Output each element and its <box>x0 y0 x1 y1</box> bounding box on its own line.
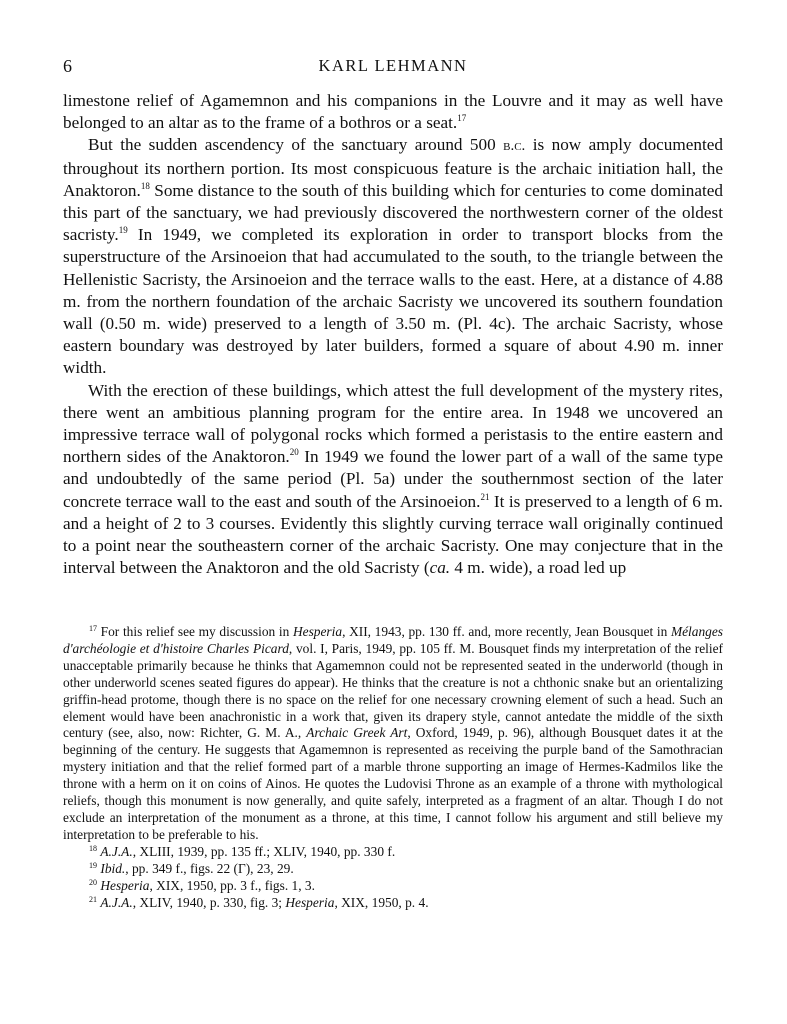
text-run: , XIX, 1950, p. 4. <box>334 894 429 910</box>
era-abbreviation: b.c. <box>503 138 526 155</box>
text-run: , pp. 349 f., figs. 22 (Γ), 23, 29. <box>125 860 294 876</box>
italic-title: Hesperia <box>292 624 343 639</box>
main-text <box>63 90 723 579</box>
footnote-number: 21 <box>89 894 97 904</box>
italic-title: Hesperia <box>285 894 335 910</box>
text-run: In 1949 we found the lower part of a wall of the same type and undoubtedly of the same period (Pl. 5a) under the southernmost section of the later concrete terrace wall to the east and south of the Arsinoeion. <box>63 447 723 511</box>
text-run: 4 m. wide), a road led up <box>450 558 627 578</box>
footnote-number: 17 <box>89 624 97 633</box>
italic-title: Hesperia <box>100 877 150 893</box>
paragraph-2 <box>63 134 723 379</box>
text-run: , vol. I, Paris, 1949, pp. 105 ff. M. Bousquet finds my interpretation of the relief unacceptable primarily because he thinks that Agamemnon could not be represented seated in the underworld (though in other underworld scenes seated figures do appear). He thinks that the creature is not a chthonic snake but an orientalizing griffin-head protome, though there is no space on the relief for one necessary crowning element of such a head. Such an element would have been anachronistic in a work that, given its drapery style, cannot antedate the middle of the sixth century (see, also, now: Richter, G. M. A., <box>63 640 723 741</box>
footnote-number: 20 <box>89 877 97 887</box>
footnote-19 <box>63 861 723 878</box>
text-run: , XIX, 1950, pp. 3 f., figs. 1, 3. <box>149 877 315 893</box>
text-run: Some distance to the south of this building which for centuries to come dominated this part of the sanctuary, we had previously discovered the northwestern corner of the oldest sacristy. <box>63 180 723 245</box>
text-run: , XLIII, 1939, pp. 135 ff.; XLIV, 1940, pp. 330 f. <box>132 843 396 859</box>
italic-title: Mélanges d'archéologie et d'histoire Charles Picard <box>63 624 723 656</box>
paragraph-3 <box>63 380 723 580</box>
italic-title: Archaic Greek Art <box>306 725 408 741</box>
text-run: For this relief see my discussion in <box>97 624 293 639</box>
text-run: But the sudden ascendency of the sanctuary around 500 <box>88 135 504 155</box>
text-run: It is preserved to a length of 6 m. and a height of 2 to 3 courses. Evidently this slightly curving terrace wall originally continued to a point near the southeastern corner of the archaic Sacristy. One may conjecture that in the interval between the Anaktoron and the old Sacristy ( <box>63 491 723 578</box>
text-run: , Oxford, 1949, p. 96), although Bousquet dates it at the beginning of the century. He suggests that Agamemnon is represented as receiving the purple band of the Samothracian mystery initiation and that the relief formed part of a marble throne supporting an image of Hermes-Kadmilos like the throne with a herm on it on coins of Ainos. He quotes the Ludovisi Throne as an example of a throne with mythological reliefs, though this monument is now generally, and quite safely, interpreted as a fragment of an altar. Though I do not exclude an interpretation of the monument as a throne, at this time, I cannot follow his argument and still believe my interpretation to be preferable to his. <box>63 725 723 842</box>
footnote-ref-18[interactable]: 18 <box>140 180 150 191</box>
italic-title: A.J.A. <box>100 894 133 910</box>
footnote-21 <box>63 895 723 912</box>
footnote-number: 19 <box>89 860 97 870</box>
text-run: In 1949, we completed its exploration in order to transport blocks from the superstructure of the Arsinoeion that had accumulated to the south, to the triangle between the Hellenistic Sacristy, the Arsinoeion and the terrace walls to the east. Here, at a distance of 4.88 m. from the northern foundation of the archaic Sacristy we uncovered its southern foundation wall (0.50 m. wide) preserved to a length of 3.50 m. (Pl. 4c). The archaic Sacristy, whose eastern boundary was destroyed by later builders, formed a square of about 4.90 m. inner width. <box>63 225 723 378</box>
footnote-ref-17[interactable]: 17 <box>457 113 467 124</box>
page-header <box>63 56 723 78</box>
text-run: With the erection of these buildings, which attest the full development of the mystery rites, there went an ambitious planning program for the entire area. In 1948 we uncovered an impressive terrace wall of polygonal rocks which formed a peristasis to the entire eastern and northern sides of the Anaktoron. <box>63 380 723 467</box>
text-run: is now amply documented throughout its northern portion. Its most conspicuous feature is the archaic initiation hall, the Anaktoron. <box>63 135 723 200</box>
paragraph-1 <box>63 90 723 134</box>
footnote-18 <box>63 844 723 861</box>
footnote-ref-20[interactable]: 20 <box>289 447 299 458</box>
italic-title: A.J.A. <box>100 843 133 859</box>
footnote-number: 18 <box>89 843 97 853</box>
text-run: limestone relief of Agamemnon and his companions in the Louvre and it may as well have belonged to an altar as to the frame of a bothros or a seat. <box>63 91 723 133</box>
footnotes <box>63 624 723 911</box>
footnote-ref-19[interactable]: 19 <box>118 225 128 236</box>
footnote-ref-21[interactable]: 21 <box>480 491 490 502</box>
text-run: , XII, 1943, pp. 130 ff. and, more recently, Jean Bousquet in <box>342 624 671 639</box>
circa-abbreviation: ca. <box>429 558 451 578</box>
running-head: KARL LEHMANN <box>318 56 468 75</box>
page-number: 6 <box>63 56 72 76</box>
text-run: , XLIV, 1940, p. 330, fig. 3; <box>132 894 286 910</box>
footnote-20 <box>63 878 723 895</box>
footnote-17 <box>63 624 723 844</box>
italic-title: Ibid. <box>100 860 126 876</box>
